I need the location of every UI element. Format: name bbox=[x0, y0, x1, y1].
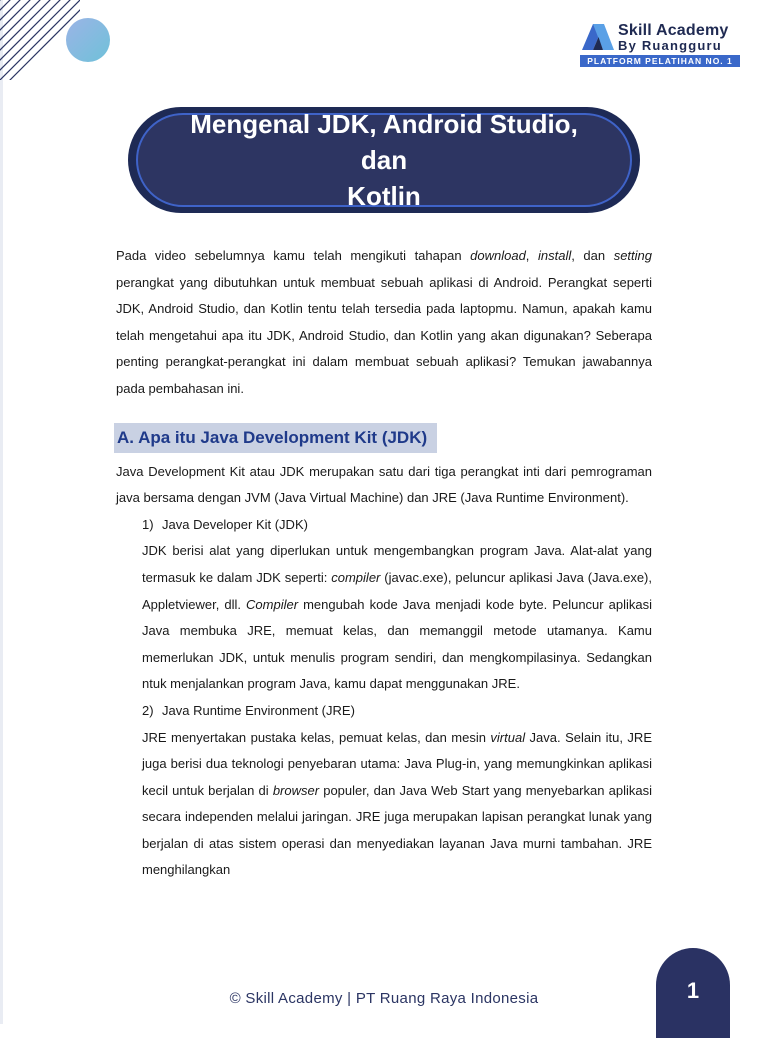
skill-academy-logo bbox=[580, 22, 742, 68]
gradient-circle-decoration bbox=[66, 18, 110, 62]
page-title-line1: Mengenal JDK, Android Studio, dan bbox=[190, 109, 578, 175]
list-item-title: Java Runtime Environment (JRE) bbox=[162, 702, 355, 718]
intro-emphasis-install: install bbox=[537, 248, 572, 263]
list-item-emphasis-1: compiler bbox=[331, 569, 381, 585]
list-item-jdk bbox=[142, 512, 652, 698]
document-body bbox=[116, 243, 652, 884]
title-banner bbox=[128, 107, 642, 215]
list-item-body bbox=[142, 538, 652, 698]
logo-subtitle: By Ruangguru bbox=[618, 38, 722, 53]
list-item-heading bbox=[142, 512, 652, 539]
list-item-text-3: mengubah kode Java menjadi kode byte. Peluncur aplikasi Java membuka JRE, memuat kelas, dan memanggil metode utamanya. Kamu memerlukan JDK, untuk menulis program sendiri, dan mengkompilasinya. Sedangkan ntuk menjalankan program Java, kamu dapat menggunakan JRE. bbox=[142, 596, 653, 692]
list-item-number: 2) bbox=[142, 702, 154, 718]
page-number: 1 bbox=[686, 978, 700, 1003]
list-item-emphasis-1: virtual bbox=[490, 729, 526, 745]
intro-text-2: , bbox=[525, 248, 538, 263]
skill-academy-logo-icon bbox=[580, 24, 614, 50]
list-item-text-1: JDK berisi alat yang diperlukan untuk mengembangkan program Java. Alat-alat yang termasuk ke dalam JDK seperti: bbox=[142, 543, 652, 585]
logo-tagline: PLATFORM PELATIHAN NO. 1 bbox=[580, 55, 740, 67]
intro-emphasis-setting: setting bbox=[613, 248, 652, 263]
intro-emphasis-download: download bbox=[470, 248, 526, 263]
logo-title: Skill Academy bbox=[618, 22, 729, 39]
intro-text-3: , dan bbox=[571, 248, 614, 263]
intro-paragraph bbox=[116, 243, 652, 403]
page-title bbox=[138, 106, 630, 214]
list-item-number: 1) bbox=[142, 516, 154, 532]
list-item-title: Java Developer Kit (JDK) bbox=[162, 516, 308, 532]
list-item-emphasis-2: Compiler bbox=[246, 596, 299, 612]
list-item-jre bbox=[142, 698, 652, 884]
list-item-text-2: Java. Selain itu, JRE juga berisi dua teknologi penyebaran utama: Java Plug-in, yang memungkinkan aplikasi kecil untuk berjalan di bbox=[142, 729, 652, 798]
section-a-heading: A. Apa itu Java Development Kit (JDK) bbox=[114, 423, 437, 453]
list-item-text-2: (javac.exe), peluncur aplikasi Java (Java.exe), Appletviewer, dll. bbox=[142, 569, 652, 612]
page-title-line2: Kotlin bbox=[347, 181, 421, 211]
title-banner-pill bbox=[136, 109, 632, 211]
page-edge-rule bbox=[0, 0, 3, 1024]
section-a-paragraph: Java Development Kit atau JDK merupakan satu dari tiga perangkat inti dari pemrograman java bersama dengan JVM (Java Virtual Machine) dan JRE (Java Runtime Environment). bbox=[116, 463, 652, 506]
page-number-badge bbox=[656, 948, 730, 1038]
intro-text-4: perangkat yang dibutuhkan untuk membuat sebuah aplikasi di Android. Perangkat seperti JDK, Android Studio, dan Kotlin tentu telah tersedia pada laptopmu. Namun, apakah kamu telah mengetahui apa itu JDK, Android Studio, dan Kotlin yang akan digunakan? Seberapa penting perangkat-perangkat ini dalam membuat sebuah aplikasi? Temukan jawabannya pada pembahasan ini. bbox=[116, 274, 652, 396]
list-item-text-3: populer, dan Java Web Start yang menyebarkan aplikasi secara independen melalui jaringan. JRE juga merupakan lapisan perangkat lunak yang berjalan di atas sistem operasi dan menyediakan layanan Java murni tambahan. JRE menghilangkan bbox=[142, 782, 652, 878]
list-item-text-1: JRE menyertakan pustaka kelas, pemuat kelas, dan mesin bbox=[142, 729, 491, 745]
footer-copyright: © Skill Academy | PT Ruang Raya Indonesia bbox=[229, 990, 539, 1007]
list-item-emphasis-2: browser bbox=[272, 782, 320, 798]
list-item-body bbox=[142, 725, 652, 885]
intro-text-1: Pada video sebelumnya kamu telah mengikuti tahapan bbox=[116, 248, 471, 263]
list-item-heading bbox=[142, 698, 652, 725]
